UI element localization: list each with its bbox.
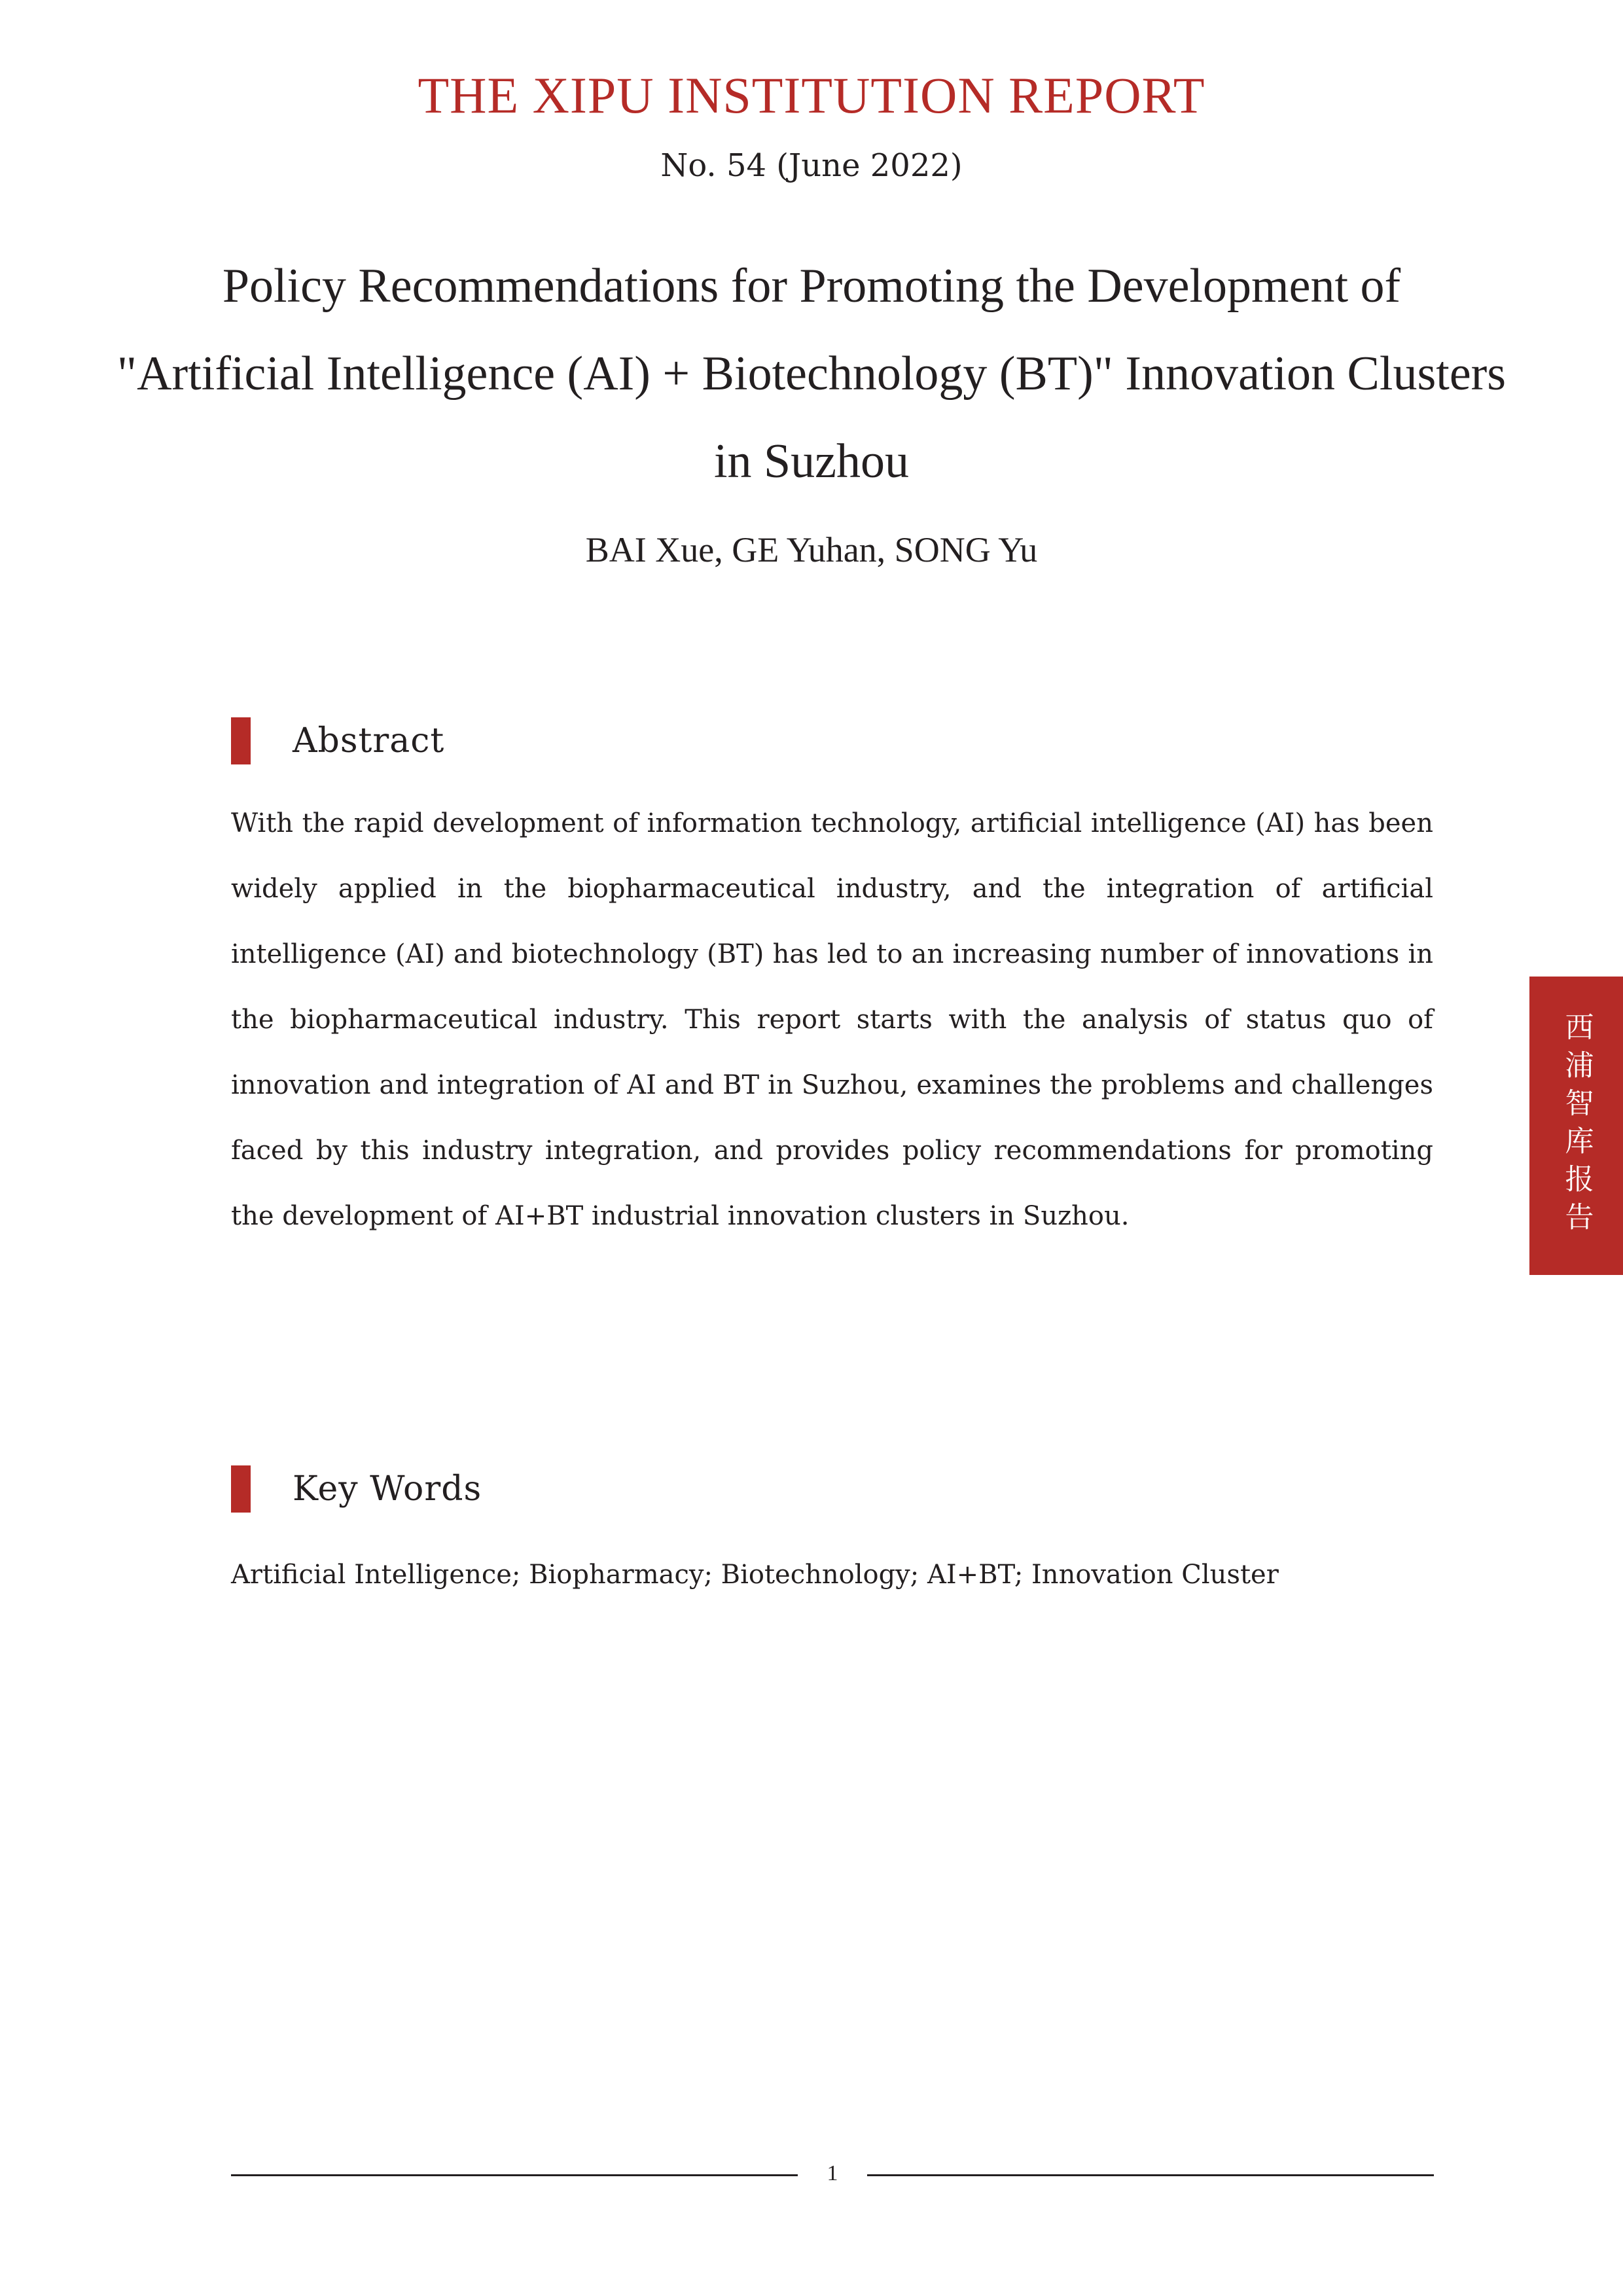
paper-title-line-3: in Suzhou: [713, 435, 910, 488]
paper-title-line-1: Policy Recommendations for Promoting the Development of: [222, 259, 1401, 313]
abstract-text: With the rapid development of information technology, artificial intelligence (AI) has been widely applied in the biopharmaceutical industry, and the integration of artificial intelligence (AI) and biotechnology (BT) has led to an increasing number of innovations in the biopharmaceutical industry. This report starts with the analysis of status quo of innovation and integration of AI and BT in Suzhou, examines the problems and challenges faced by this industry integration, and provides policy recommendations for promoting the development of AI+BT industrial innovation clusters in Suzhou.: [231, 808, 1433, 1231]
report-number: No. 54 (June 2022): [660, 147, 963, 184]
section-marker: [231, 1465, 251, 1513]
abstract-heading-label: Abstract: [293, 721, 445, 761]
authors: BAI Xue, GE Yuhan, SONG Yu: [585, 530, 1038, 569]
abstract-heading: [231, 717, 444, 764]
keywords-heading: [231, 1465, 482, 1513]
paper-title: [92, 242, 1531, 505]
side-tab: [1529, 977, 1623, 1275]
keywords-text: Artificial Intelligence; Biopharmacy; Biotechnology; AI+BT; Innovation Cluster: [231, 1560, 1279, 1590]
page-number: 1: [827, 2161, 838, 2185]
paper-title-line-2: "Artificial Intelligence (AI) + Biotechnology (BT)" Innovation Clusters: [116, 347, 1507, 401]
report-title: THE XIPU INSTITUTION REPORT: [418, 67, 1205, 124]
section-marker: [231, 717, 251, 764]
side-tab-label: 西浦智库报告: [1560, 1012, 1594, 1240]
footer-rule-right: [867, 2174, 1434, 2176]
footer-rule-left: [231, 2174, 798, 2176]
keywords-heading-label: Key Words: [293, 1469, 482, 1509]
